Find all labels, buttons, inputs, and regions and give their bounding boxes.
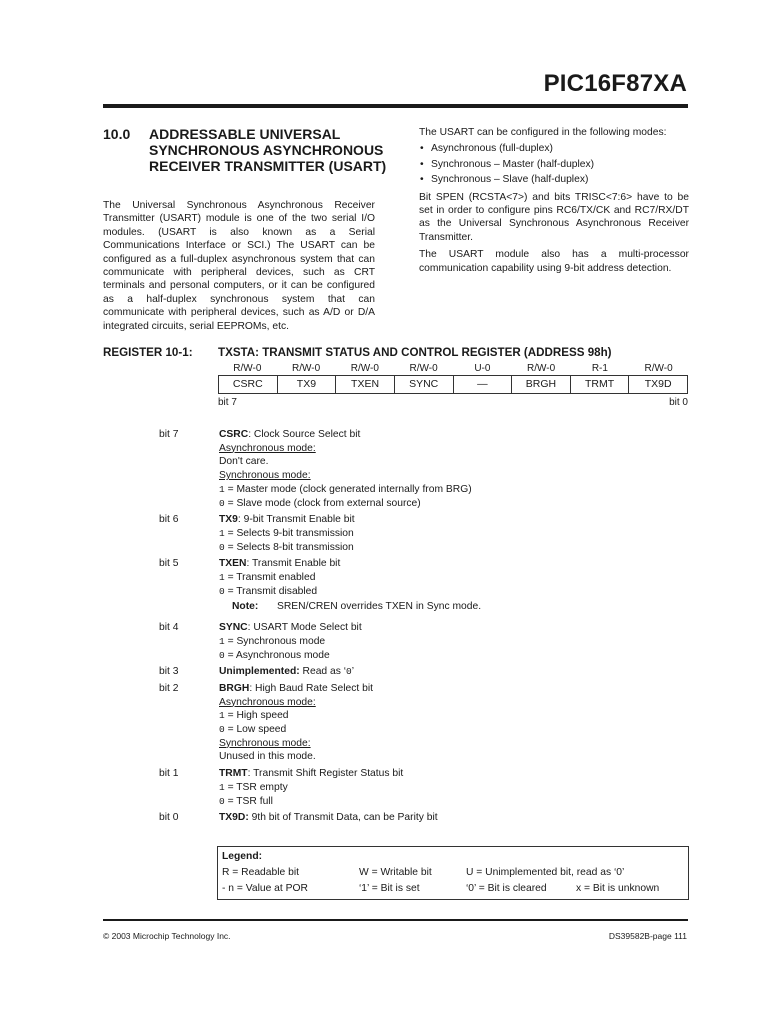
bit-4-description	[0, 621, 768, 662]
option-value: 0	[219, 795, 225, 807]
option-value: 1	[219, 527, 225, 539]
bit-7-description	[0, 428, 768, 510]
bit-label: bit 3	[159, 666, 179, 678]
legend-cleared: ‘0’ = Bit is cleared	[466, 883, 547, 894]
bit-name-row	[218, 375, 688, 394]
option-value: 0	[219, 541, 225, 553]
access-type: R/W-0	[409, 363, 438, 374]
modes-intro: The USART can be configured in the following modes:	[419, 127, 667, 138]
access-type: R/W-0	[350, 363, 379, 374]
bit-label: bit 0	[159, 812, 179, 824]
bit-summary: : 9-bit Transmit Enable bit	[237, 514, 355, 526]
bit-name: SYNC	[219, 622, 248, 634]
legend-box	[217, 846, 689, 900]
mode-item: • Synchronous – Master (half-duplex)	[419, 158, 689, 171]
bit-0-description	[0, 811, 768, 825]
legend-unimplemented: U = Unimplemented bit, read as ‘0’	[466, 867, 625, 878]
legend-title: Legend:	[222, 851, 263, 862]
bit-label: bit 2	[159, 682, 179, 694]
option-text: = Transmit disabled	[224, 585, 318, 597]
footer-page-number: DS39582B-page 111	[608, 931, 687, 941]
footer-rule	[103, 919, 688, 921]
bit-summary: : Clock Source Select bit	[248, 429, 361, 440]
access-type: U-0	[474, 363, 491, 374]
option-text: = Transmit enabled	[224, 572, 316, 584]
async-heading: Asynchronous mode:	[219, 442, 316, 454]
header-rule	[103, 104, 688, 108]
option-text: = Master mode (clock generated internally from BRG)	[224, 483, 472, 495]
async-text: Don't care.	[219, 456, 269, 468]
read-value: 0	[346, 666, 352, 678]
access-type: R/W-0	[292, 363, 321, 374]
note-text: SREN/CREN overrides TXEN in Sync mode.	[277, 601, 482, 613]
register-title: TXSTA: TRANSMIT STATUS AND CONTROL REGISTER (ADDRESS 98h)	[218, 346, 612, 359]
option-text: = Synchronous mode	[224, 635, 326, 647]
intro-paragraph: The Universal Synchronous Asynchronous Receiver Transmitter (USART) module is one of the two serial I/O modules. (USART is also known as a Serial Communications Interface or SCI.) The USART can be configured as a full-duplex asynchronous system that can communicate with peripheral devices, such as CRT terminals and personal computers, or it can be configured as a half-duplex synchronous system that can communicate with peripheral devices, such as A/D or D/A integrated circuits, serial EEPROMs, etc.	[103, 200, 375, 332]
bit-name: TXEN	[219, 558, 247, 570]
bit-cell: CSRC	[219, 376, 278, 394]
bit-cell: BRGH	[512, 376, 571, 394]
msb-label: bit 7	[218, 397, 237, 408]
bit-summary: : Transmit Shift Register Status bit	[247, 768, 404, 780]
bit-name: Unimplemented:	[219, 666, 300, 678]
multiprocessor-paragraph: The USART module also has a multi-processor communication capability using 9-bit address detection.	[419, 249, 689, 274]
register-id: REGISTER 10-1:	[103, 346, 193, 359]
document-title: PIC16F87XA	[543, 70, 687, 97]
spen-paragraph: Bit SPEN (RCSTA<7>) and bits TRISC<7:6> have to be set in order to configure pins RC6/TX/CK and RC7/RX/DT as the Universal Synchronous Asynchronous Receiver Transmitter.	[419, 191, 689, 243]
bit-cell: TX9	[278, 376, 337, 394]
legend-unknown: x = Bit is unknown	[576, 883, 660, 894]
modes-list	[419, 142, 689, 186]
option-text: = Slave mode (clock from external source)	[224, 497, 421, 509]
bit-5-description	[0, 557, 768, 614]
option-text: = Low speed	[224, 724, 287, 736]
bit-summary: : High Baud Rate Select bit	[249, 682, 373, 694]
legend-set: ‘1’ = Bit is set	[359, 883, 420, 894]
bit-name: TX9D:	[219, 812, 249, 824]
option-text: = TSR full	[224, 795, 273, 807]
lsb-label: bit 0	[669, 397, 688, 408]
sync-text: Unused in this mode.	[219, 751, 316, 763]
legend-por: - n = Value at POR	[222, 883, 308, 894]
bit-descriptions	[0, 428, 768, 825]
bit-label: bit 1	[159, 768, 179, 780]
bit-3-description	[0, 665, 768, 679]
bit-order-row	[218, 397, 688, 408]
legend-readable: R = Readable bit	[222, 867, 299, 878]
bit-label: bit 7	[159, 429, 179, 440]
legend-writable: W = Writable bit	[359, 867, 432, 878]
sync-heading: Synchronous mode:	[219, 470, 311, 482]
bit-label: bit 5	[159, 558, 179, 570]
mode-item: • Asynchronous (full-duplex)	[419, 142, 689, 155]
bit-summary: : Transmit Enable bit	[246, 558, 341, 570]
option-value: 0	[219, 649, 225, 661]
section-title: ADDRESSABLE UNIVERSAL SYNCHRONOUS ASYNCHRONOUS RECEIVER TRANSMITTER (USART)	[149, 126, 387, 174]
option-text: = Selects 8-bit transmission	[224, 541, 354, 553]
option-text: = Selects 9-bit transmission	[224, 527, 354, 539]
bit-1-description	[0, 767, 768, 808]
bit-name: BRGH	[219, 682, 250, 694]
bit-name: TX9	[219, 514, 238, 526]
footer-copyright: © 2003 Microchip Technology Inc.	[103, 931, 231, 941]
option-text: = Asynchronous mode	[224, 649, 330, 661]
option-value: 0	[219, 497, 225, 509]
access-type: R/W-0	[644, 363, 673, 374]
async-heading: Asynchronous mode:	[219, 696, 316, 708]
bit-label: bit 6	[159, 514, 179, 526]
option-value: 1	[219, 635, 225, 647]
bit-summary: 9th bit of Transmit Data, can be Parity bit	[248, 812, 438, 824]
bit-cell: TXEN	[336, 376, 395, 394]
register-diagram	[218, 363, 688, 408]
mode-item: • Synchronous – Slave (half-duplex)	[419, 173, 689, 186]
bit-summary: : USART Mode Select bit	[247, 622, 362, 634]
option-value: 1	[219, 572, 225, 584]
bit-6-description	[0, 513, 768, 554]
bit-label: bit 4	[159, 622, 179, 634]
option-value: 0	[219, 585, 225, 597]
bit-name: CSRC	[219, 429, 249, 440]
sync-heading: Synchronous mode:	[219, 737, 311, 749]
access-type: R/W-0	[527, 363, 556, 374]
option-value: 0	[219, 724, 225, 736]
option-text: = High speed	[224, 710, 289, 722]
access-type: R/W-0	[233, 363, 262, 374]
bit-cell: —	[454, 376, 513, 394]
bit-cell: TX9D	[629, 376, 688, 394]
bit-2-description	[0, 682, 768, 764]
option-value: 1	[219, 483, 225, 495]
option-value: 1	[219, 781, 225, 793]
bit-cell: TRMT	[571, 376, 630, 394]
option-text: = TSR empty	[224, 781, 288, 793]
bit-summary: Read as ‘	[299, 666, 347, 678]
option-value: 1	[219, 710, 225, 722]
access-row	[218, 363, 688, 375]
section-number: 10.0	[103, 126, 131, 142]
right-column	[419, 126, 689, 275]
access-type: R-1	[591, 363, 608, 374]
bit-summary-end: ’	[351, 666, 355, 678]
bit-name: TRMT	[219, 768, 248, 780]
note-label: Note:	[232, 601, 259, 613]
bit-cell: SYNC	[395, 376, 454, 394]
